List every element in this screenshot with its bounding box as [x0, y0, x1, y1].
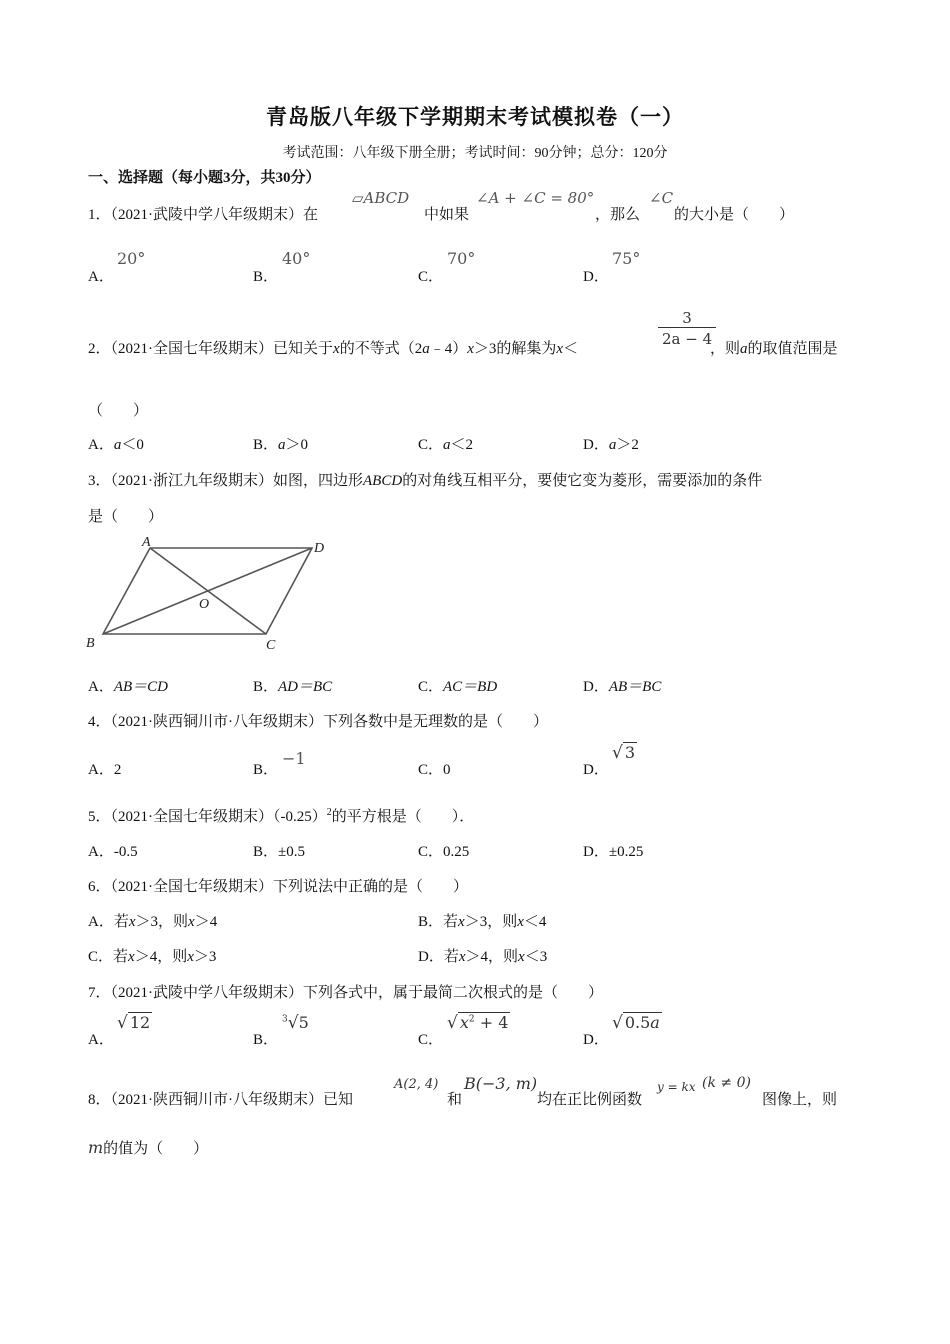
- question-6: [88, 875, 468, 896]
- parallelogram-figure: [80, 530, 340, 655]
- option-value: AC＝BD: [443, 679, 498, 695]
- option-value: AD＝BC: [278, 679, 333, 695]
- option-label: A．: [88, 437, 114, 453]
- option-a: [88, 675, 168, 696]
- vertex-label-a: A: [142, 535, 151, 550]
- variable-x: x: [333, 341, 340, 357]
- angle-c-expression: ∠C: [649, 189, 674, 207]
- option-variable: x: [458, 914, 465, 930]
- option-b: [253, 433, 308, 454]
- question-text: 的对角线互相平分，要使它变为菱形，需要添加的条件: [402, 473, 763, 489]
- question-text-tail: [710, 337, 838, 358]
- option-label: A．: [88, 762, 114, 778]
- option-variable: x: [518, 949, 525, 965]
- question-text: 的平方根是（ ）．: [331, 809, 475, 825]
- option-label: D．: [583, 679, 609, 695]
- option-a: [88, 840, 138, 861]
- question-number: 6．: [88, 879, 111, 895]
- option-value: ＜2: [450, 437, 474, 453]
- variable-x: x: [556, 341, 564, 357]
- option-b-label: B．: [253, 762, 279, 778]
- option-value: 2: [113, 762, 122, 778]
- variable-a: a: [422, 341, 430, 357]
- option-value: 0: [443, 762, 451, 778]
- question-text: 中如果: [424, 207, 470, 223]
- option-d: [418, 945, 547, 966]
- option-d-label: D．: [583, 762, 609, 778]
- option-b-label: B．: [253, 269, 279, 285]
- option-a-label: A．: [88, 269, 114, 285]
- option-value: ＜0: [121, 437, 144, 453]
- question-number: 1．: [88, 207, 111, 223]
- question-8-line-2: [88, 1137, 208, 1158]
- option-b-value: 40°: [282, 249, 311, 268]
- option-value: AB＝BC: [608, 679, 662, 695]
- question-text: ，则: [710, 341, 741, 357]
- option-variable: x: [187, 949, 194, 965]
- option-text: ＞4，则: [134, 949, 188, 965]
- option-c: [418, 840, 469, 861]
- question-number: 7．: [88, 985, 111, 1001]
- option-a: [88, 910, 217, 931]
- question-2: [88, 337, 578, 358]
- variable-x: x: [467, 341, 474, 357]
- option-label: C．: [418, 437, 444, 453]
- function-expression: y = kx: [657, 1080, 696, 1094]
- variable-a: a: [740, 341, 748, 357]
- radicand-variable: x: [459, 1013, 469, 1032]
- option-label: B．: [253, 437, 279, 453]
- exponent: 2: [468, 1014, 475, 1025]
- question-text: （2021·全国七年级期末）已知关于: [110, 341, 334, 357]
- option-c-label: C．: [418, 269, 444, 285]
- option-value: 0.25: [443, 844, 470, 860]
- point-a-expression: A(2, 4): [394, 1077, 439, 1092]
- option-a-label: A．: [88, 1032, 114, 1048]
- question-text: ﹣4）: [429, 341, 468, 357]
- option-b: [418, 910, 546, 931]
- radicand: 5: [298, 1013, 309, 1032]
- option-text: ＞4: [194, 914, 218, 930]
- fraction-denominator: 2a − 4: [658, 327, 716, 348]
- option-b-value: −1: [282, 749, 306, 768]
- question-1: [88, 203, 318, 224]
- option-d: [583, 433, 639, 454]
- option-text: ＞3，则: [464, 914, 518, 930]
- option-d-label: D．: [583, 1032, 609, 1048]
- question-text: 的值为（ ）: [103, 1141, 209, 1157]
- section-heading: 一、选择题（每小题3分，共30分）: [88, 170, 321, 186]
- question-text: 的大小是（ ）: [674, 207, 795, 223]
- question-text: （2021·浙江九年级期末）如图，四边形: [110, 473, 364, 489]
- sqrt-expression: √ 0.5a: [612, 1013, 660, 1033]
- question-text: ＞3的解集为: [473, 341, 557, 357]
- option-b: [253, 675, 332, 696]
- option-label: C．: [418, 679, 444, 695]
- question-number: 8．: [88, 1092, 111, 1108]
- option-text: 若: [113, 949, 129, 965]
- option-value: AB＝CD: [113, 679, 169, 695]
- fraction-numerator: 3: [682, 309, 692, 327]
- option-c: [418, 758, 451, 779]
- option-variable: a: [608, 437, 617, 453]
- option-value: ±0.25: [608, 844, 644, 860]
- cube-root-expression: $^3$√5: [282, 1013, 309, 1033]
- condition-expression: (k ≠ 0): [702, 1075, 751, 1091]
- question-text: ，那么: [595, 207, 641, 223]
- variable-m: m: [88, 1138, 104, 1157]
- radicand-variable: a: [650, 1013, 660, 1032]
- question-text: 是（ ）: [88, 509, 164, 525]
- sqrt-expression: √ 12: [117, 1013, 151, 1033]
- option-c: [418, 433, 473, 454]
- option-d: [583, 840, 643, 861]
- option-value: ±0.5: [278, 844, 305, 860]
- option-variable: x: [188, 914, 195, 930]
- option-label: C．: [418, 762, 444, 778]
- angle-sum-expression: ∠A + ∠C = 80°: [476, 189, 595, 207]
- question-7: [88, 981, 603, 1002]
- question-text: （2021·全国七年级期末）下列说法中正确的是（ ）: [110, 879, 469, 895]
- option-label: A．: [88, 914, 114, 930]
- option-variable: x: [517, 914, 524, 930]
- option-text: ＜3: [524, 949, 548, 965]
- diagonal-bd: [103, 548, 312, 634]
- option-variable: a: [443, 437, 451, 453]
- page-title: 青岛版八年级下学期期末考试模拟卷（一）: [266, 105, 684, 129]
- question-text: （2021·全国七年级期末）（-0.25）: [110, 809, 327, 825]
- question-text: 图像上，则: [762, 1092, 838, 1108]
- radicand-rest: + 4: [474, 1013, 509, 1032]
- quadrilateral-name: ABCD: [363, 473, 403, 489]
- vertex-label-c: C: [266, 638, 276, 653]
- option-text: 若: [443, 914, 459, 930]
- question-text: （2021·武陵中学八年级期末）下列各式中，属于最简二次根式的是（ ）: [110, 985, 604, 1001]
- radicand-number: 0.5: [624, 1013, 651, 1032]
- option-variable: a: [278, 437, 286, 453]
- option-c: [418, 675, 497, 696]
- point-b-expression: B(−3, m): [464, 1074, 538, 1093]
- question-text: 和: [447, 1092, 463, 1108]
- question-number: 3．: [88, 473, 111, 489]
- option-d-label: D．: [583, 269, 609, 285]
- option-text: ＞3，则: [135, 914, 189, 930]
- option-text: 若: [113, 914, 129, 930]
- option-d: [583, 675, 661, 696]
- option-value: -0.5: [113, 844, 138, 860]
- question-4: [88, 710, 548, 731]
- option-text: ＞4，则: [465, 949, 519, 965]
- fraction-expression: [658, 309, 716, 348]
- option-text: 若: [443, 949, 459, 965]
- option-variable: x: [128, 949, 135, 965]
- option-text: ＞3: [193, 949, 217, 965]
- option-variable: x: [458, 949, 466, 965]
- radicand: 3: [624, 743, 636, 762]
- question-text: （2021·陕西铜川市·八年级期末）已知: [110, 1092, 354, 1108]
- option-label: A．: [88, 844, 114, 860]
- option-label: A．: [88, 679, 114, 695]
- option-value: ＞0: [285, 437, 309, 453]
- option-a-value: 20°: [117, 249, 146, 268]
- option-variable: a: [113, 437, 122, 453]
- question-number: 5．: [88, 809, 111, 825]
- question-source: （2021·武陵中学八年级期末）在: [110, 207, 319, 223]
- option-label: B．: [253, 844, 279, 860]
- option-variable: x: [128, 914, 136, 930]
- exponent: 2: [326, 807, 332, 818]
- radicand: 12: [129, 1013, 151, 1032]
- option-label: D．: [583, 844, 609, 860]
- option-b: [253, 840, 305, 861]
- option-c: [88, 945, 216, 966]
- exam-info: 考试范围：八年级下册全册；考试时间：90分钟；总分：120分: [282, 146, 668, 161]
- option-label: C．: [88, 949, 114, 965]
- option-label: B．: [418, 914, 444, 930]
- question-5: [88, 805, 474, 826]
- sqrt-expression: √ $x^2 + 4$: [447, 1013, 509, 1033]
- option-label: D．: [418, 949, 444, 965]
- center-label-o: O: [199, 597, 210, 612]
- question-number: 2．: [88, 341, 111, 357]
- vertex-label-d: D: [314, 541, 325, 556]
- question-text: 均在正比例函数: [537, 1092, 643, 1108]
- question-number: 4．: [88, 714, 111, 730]
- option-c-label: C．: [418, 1032, 444, 1048]
- option-a: [88, 758, 121, 779]
- parallelogram-expression: ▱ABCD: [352, 189, 410, 207]
- root-index: 3: [282, 1014, 288, 1025]
- question-text: （2021·陕西铜川市·八年级期末）下列各数中是无理数的是（ ）: [110, 714, 549, 730]
- sqrt-expression: √ 3: [612, 743, 636, 763]
- answer-parentheses: （ ）: [88, 403, 149, 419]
- option-label: D．: [583, 437, 609, 453]
- question-text: 的不等式（2: [339, 341, 423, 357]
- option-a: [88, 433, 144, 454]
- option-d-value: 75°: [612, 249, 641, 268]
- question-3: [88, 469, 762, 490]
- question-text: 的取值范围是: [747, 341, 838, 357]
- option-label: C．: [418, 844, 444, 860]
- vertex-label-b: B: [86, 636, 95, 651]
- option-b-label: B．: [253, 1032, 279, 1048]
- option-label: B．: [253, 679, 279, 695]
- option-text: ＜4: [523, 914, 547, 930]
- question-text: ＜: [563, 341, 579, 357]
- question-8: [88, 1088, 353, 1109]
- option-c-value: 70°: [447, 249, 476, 268]
- option-value: ＞2: [616, 437, 639, 453]
